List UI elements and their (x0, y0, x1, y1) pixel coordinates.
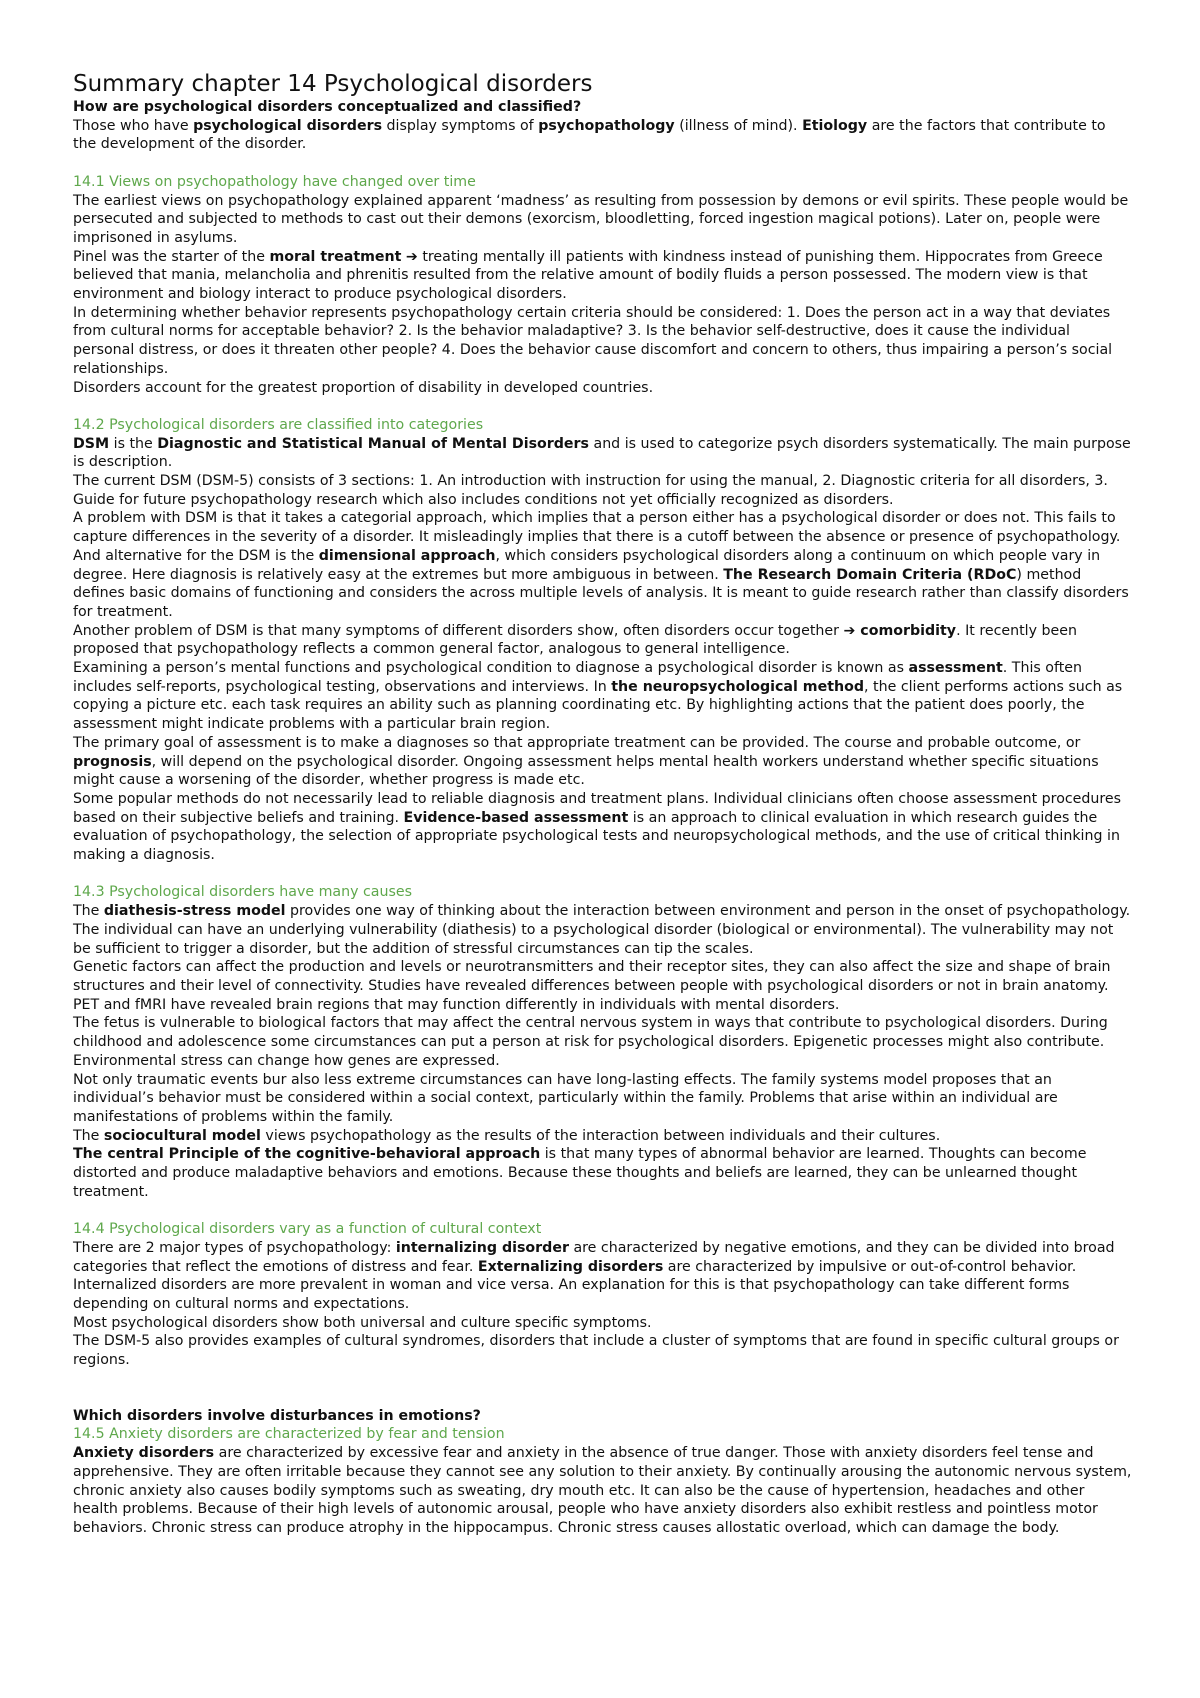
paragraph (73, 304, 1133, 379)
bold-term: The Research Domain Criteria (RDoC (723, 566, 1017, 583)
paragraph (73, 1071, 1133, 1127)
section-14-1 (73, 173, 1133, 397)
text-run: are the factors that contribute to the development of the disorder. (73, 117, 1106, 153)
paragraph (73, 1014, 1133, 1070)
section-14-3 (73, 883, 1133, 1201)
text-run: Genetic factors can affect the production and levels or neurotransmitters and their receptor sites, they can also affect the size and shape of brain structures and their level of connectivity. Studies have revealed differences between people with psychological disorders or not in brain anatomy. PET and fMRI have revealed brain regions that may function differently in individuals with mental disorders. (73, 959, 1111, 1013)
text-run: display symptoms of (382, 117, 539, 134)
section-14-5 (73, 1425, 1133, 1537)
text-run: The fetus is vulnerable to biological factors that may affect the central nervous system in ways that contribute to psychological disorders. During childhood and adolescence some circumstances can put a person at risk for psychological disorders. Epigenetic processes might also contribute. Environmental stress can change how genes are expressed. (73, 1015, 1108, 1069)
section-14-4 (73, 1220, 1133, 1370)
text-run: There are 2 major types of psychopathology: (73, 1239, 396, 1256)
paragraph (73, 379, 1133, 398)
text-run: The DSM-5 also provides examples of cultural syndromes, disorders that include a cluster of symptoms that are found in specific cultural groups or regions. (73, 1333, 1119, 1369)
bold-term: sociocultural model (103, 1127, 261, 1144)
bold-term: Diagnostic and Statistical Manual of Mental Disorders (157, 435, 589, 452)
paragraph (73, 958, 1133, 1014)
paragraph (73, 790, 1133, 865)
bold-term: Etiology (802, 117, 868, 134)
bold-term: Anxiety disorders (73, 1445, 215, 1462)
paragraph (73, 192, 1133, 248)
text-run: The earliest views on psychopathology explained apparent ‘madness’ as resulting from possession by demons or evil spirits. These people would be persecuted and subjected to methods to cast out their demons (exorcism, bloodletting, forced ingestion magical potions). Later on, people were imprisoned in asylums. (73, 192, 1129, 246)
text-run: Another problem of DSM is that many symptoms of different disorders show, often disorders occur together (73, 622, 844, 639)
paragraph (73, 509, 1133, 621)
text-run: , the client performs actions such as copying a picture etc. each task requires an ability such as planning coordinating etc. By highlighting actions that the patient does poorly, the assessment might indicate problems with a particular brain region. (73, 678, 1123, 733)
section-body (73, 1239, 1133, 1370)
text-run: is that many types of abnormal behavior are learned. Thoughts can become distorted and produce maladaptive behaviors and emotions. Because these thoughts and beliefs are learned, they can be unlearned thought treatment. (73, 1146, 1087, 1200)
paragraph (73, 734, 1133, 790)
section-body (73, 192, 1133, 398)
bold-term: diathesis-stress model (103, 903, 286, 920)
bold-term: DSM (73, 435, 110, 452)
text-run: are characterized by negative emotions, and they can be divided into broad categories that reflect the emotions of distress and fear. (73, 1239, 1115, 1275)
text-run: The (73, 903, 104, 920)
text-run: , will depend on the psychological disorder. Ongoing assessment helps mental health workers understand whether specific situations might cause a worsening of the disorder, whether progress is made etc. (73, 753, 1099, 789)
bold-term: The central Principle of the cognitive-behavioral approach (73, 1146, 541, 1163)
question-heading-2: Which disorders involve disturbances in emotions? (73, 1407, 481, 1424)
text-run: Some popular methods do not necessarily lead to reliable diagnosis and treatment plans. Individual clinicians often choose assessment procedures based on their subjective beliefs and training. (73, 790, 1122, 826)
text-run: is an approach to clinical evaluation in which research guides the evaluation of psychopathology, the selection of appropriate psychological tests and neuropsychological methods, and the use of critical thinking in making a diagnosis. (73, 809, 1120, 864)
question-heading-1: How are psychological disorders conceptualized and classified? (73, 99, 582, 115)
text-run: , which considers psychological disorders along a continuum on which people vary in degree. Here diagnosis is relatively easy at the extremes but more ambiguous in between. (73, 547, 1101, 583)
bold-term: internalizing disorder (395, 1239, 569, 1256)
text-run: are characterized by impulsive or out-of-control behavior. Internalized disorders are more prevalent in woman and vice versa. An explanation for this is that psychopathology can take different forms depending on cultural norms and expectations. (73, 1258, 1077, 1312)
bold-term: assessment (908, 660, 1003, 677)
bold-term: Evidence-based assessment (403, 809, 629, 826)
intro-block (73, 117, 1133, 154)
text-run: . This often includes self-reports, psychological testing, observations and interviews. In (73, 660, 1082, 695)
paragraph (73, 435, 1133, 472)
section-heading: 14.5 Anxiety disorders are characterized by fear and tension (73, 1426, 505, 1443)
document-title: Summary chapter 14 Psychological disorders (73, 71, 593, 97)
text-run: Those who have (73, 117, 194, 134)
paragraph (73, 248, 1133, 304)
section-body (73, 1444, 1133, 1538)
paragraph (73, 1444, 1133, 1538)
section-heading: 14.4 Psychological disorders vary as a function of cultural context (73, 1221, 542, 1238)
section-14-2 (73, 416, 1133, 865)
bold-term: Externalizing disorders (477, 1258, 664, 1275)
text-run: is the (109, 435, 158, 452)
text-run: Most psychological disorders show both universal and culture specific symptoms. (73, 1314, 652, 1331)
paragraph (73, 1127, 1133, 1146)
text-run: ➔ treating mentally ill patients with kindness instead of punishing them. Hippocrates from Greece believed that mania, melancholia and phrenitis resulted from the relative amount of bodily fluids a person possessed. The modern view is that environment and biology interact to produce psychological disorders. (73, 248, 1103, 303)
paragraph (73, 1239, 1133, 1314)
text-run: The primary goal of assessment is to make a diagnoses so that appropriate treatment can be provided. The course and probable outcome, or (73, 734, 1081, 751)
document-page (73, 70, 1133, 1538)
text-run: are characterized by excessive fear and anxiety in the absence of true danger. Those with anxiety disorders feel tense and apprehensive. They are often irritable because they cannot see any solution to their anxiety. By continually arousing the autonomic nervous system, chronic anxiety also causes bodily symptoms such as sweating, dry mouth etc. It can also be the cause of hypertension, headaches and other health problems. Because of their high levels of autonomic arousal, people who have anxiety disorders also exhibit restless and pointless motor behaviors. Chronic stress can produce atrophy in the hippocampus. Chronic stress causes allostatic overload, which can damage the body. (73, 1445, 1132, 1536)
paragraph (73, 472, 1133, 509)
section-heading: 14.2 Psychological disorders are classified into categories (73, 416, 484, 433)
text-run: provides one way of thinking about the interaction between environment and person in the onset of psychopathology. The individual can have an underlying vulnerability (diathesis) to a psychological disorder (biological or environmental). The vulnerability may not be sufficient to trigger a disorder, but the addition of stressful circumstances can tip the scales. (73, 903, 1131, 957)
section-heading: 14.1 Views on psychopathology have changed over time (73, 173, 476, 190)
bold-term: dimensional approach (318, 547, 496, 564)
paragraph (73, 117, 1133, 154)
section-body (73, 435, 1133, 865)
paragraph (73, 902, 1133, 958)
text-run: The current DSM (DSM-5) consists of 3 sections: 1. An introduction with instruction for using the manual, 2. Diagnostic criteria for all disorders, 3. Guide for future psychopathology research which also includes conditions not yet officially recognized as disorders. (73, 473, 1108, 508)
bold-term: prognosis (73, 753, 152, 770)
paragraph (73, 622, 1133, 659)
paragraph (73, 659, 1133, 734)
paragraph (73, 1145, 1133, 1201)
text-run: Pinel was the starter of the (73, 248, 270, 265)
text-run: In determining whether behavior represents psychopathology certain criteria should be considered: 1. Does the person act in a way that deviates from cultural norms for acceptable behavior? 2. Is the behavior maladaptive? 3. Is the behavior self-destructive, does it cause the individual personal distress, or does it threaten other people? 4. Does the behavior cause discomfort and concern to others, thus impairing a person’s social relationships. (73, 304, 1113, 377)
bold-term: the neuropsychological method (611, 678, 864, 695)
text-run: A problem with DSM is that it takes a categorial approach, which implies that a person either has a psychological disorder or does not. This fails to capture differences in the severity of a disorder. It misleadingly implies that there is a cutoff between the absence or presence of psychopathology. And alternative for the DSM is the (73, 510, 1121, 564)
bold-term: psychopathology (538, 117, 675, 134)
paragraph (73, 1314, 1133, 1333)
text-run: Not only traumatic events bur also less extreme circumstances can have long-lasting effects. The family systems model proposes that an individual’s behavior must be considered within a social context, particularly within the family. Problems that arise within an individual are manifestations of problems within the family. (73, 1071, 1058, 1125)
bold-term: moral treatment (269, 248, 402, 265)
section-body (73, 902, 1133, 1201)
bold-term: psychological disorders (193, 117, 383, 134)
text-run: . It recently been proposed that psychopathology reflects a common general factor, analogous to general intelligence. (73, 622, 1077, 658)
text-run: views psychopathology as the results of the interaction between individuals and their cultures. (260, 1127, 941, 1144)
paragraph (73, 1332, 1133, 1369)
text-run: Examining a person’s mental functions and psychological condition to diagnose a psychological disorder is known as (73, 660, 909, 677)
text-run: (illness of mind). (674, 117, 803, 134)
section-heading: 14.3 Psychological disorders have many causes (73, 884, 412, 901)
text-run: ) method defines basic domains of functioning and considers the across multiple levels of analysis. It is meant to guide research rather than classify disorders for treatment. (73, 566, 1129, 620)
text-run: Disorders account for the greatest proportion of disability in developed countries. (73, 379, 654, 396)
text-run: and is used to categorize psych disorders systematically. The main purpose is description. (73, 435, 1131, 471)
text-run: The (73, 1127, 104, 1144)
bold-term: ➔ comorbidity (843, 622, 957, 639)
